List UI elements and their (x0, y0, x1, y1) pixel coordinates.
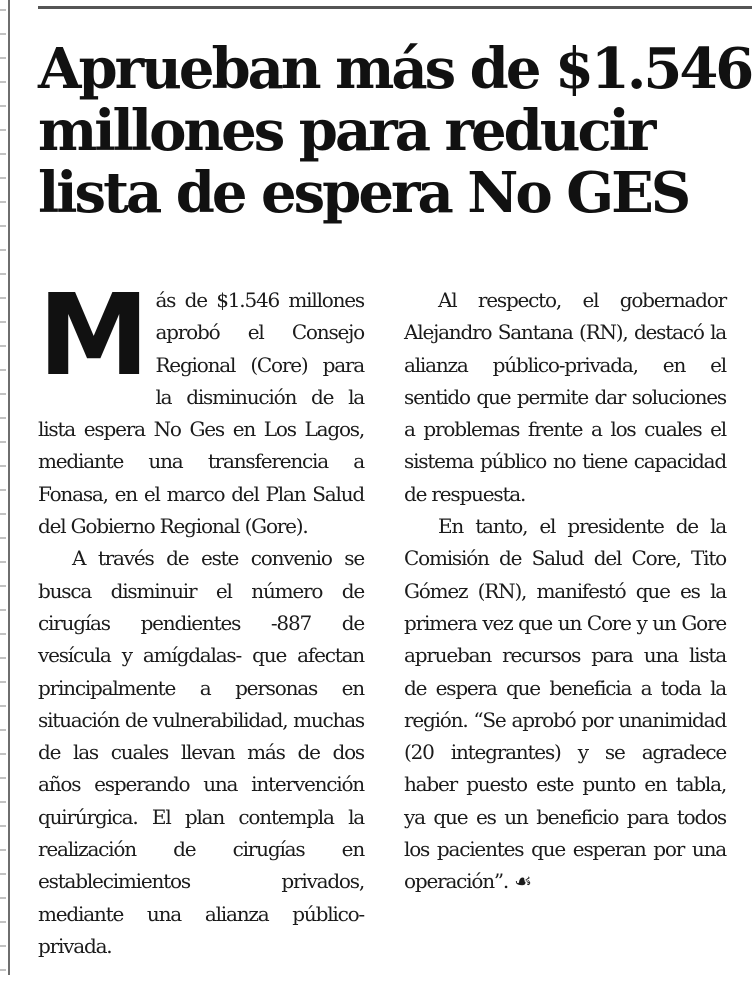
headline-line-3: lista de espera No GES (38, 160, 689, 226)
headline-line-1: Aprueban más de $1.546 (38, 36, 752, 102)
article-column-left (38, 271, 364, 962)
lead-paragraph-text: ás de $1.546 millones aprobó el Consejo Regional (Core) para la disminución de la lista espera No Ges en Los Lagos, mediante una transferencia a Fonasa, en el marco del Plan Salud del Gobierno Regional (Gore). (38, 288, 364, 539)
article-column-right (404, 284, 726, 898)
headline (38, 36, 752, 226)
page-edge-marks (0, 0, 6, 975)
paragraph-gobernador: Al respecto, el gobernador Alejandro Santana (RN), destacó la alianza público-privada, en el sentido que permite dar soluciones a problemas frente a los cuales el sistema público no tiene capacidad de respuesta. (404, 288, 726, 506)
headline-line-2: millones para reducir (38, 98, 654, 164)
paragraph-presidente (404, 510, 726, 898)
top-rule (38, 6, 752, 9)
paragraph-presidente-text: En tanto, el presidente de la Comisión de Salud del Core, Tito Gómez (RN), manifestó que es la primera vez que un Core y un Gore aprueban recursos para una lista de espera que beneficia a toda la región. “Se aprobó por unanimidad (20 integrantes) y se agradece haber puesto este punto en tabla, ya que es un beneficio para todos los pacientes que esperan por una operación”. (404, 514, 726, 894)
paragraph-convenio: A través de este convenio se busca disminuir el número de cirugías pendientes -887 de vesícula y amígdalas- que afectan principalmente a personas en situación de vulnerabilidad, muchas de las cuales llevan más de dos años esperando una intervención quirúrgica. El plan contempla la realización de cirugías en establecimientos privados, mediante una alianza público-privada. (38, 546, 364, 958)
drop-cap: M (38, 271, 146, 401)
column-rule (8, 0, 10, 975)
end-of-article-icon: ☙ (514, 869, 533, 894)
lead-paragraph (38, 271, 364, 542)
